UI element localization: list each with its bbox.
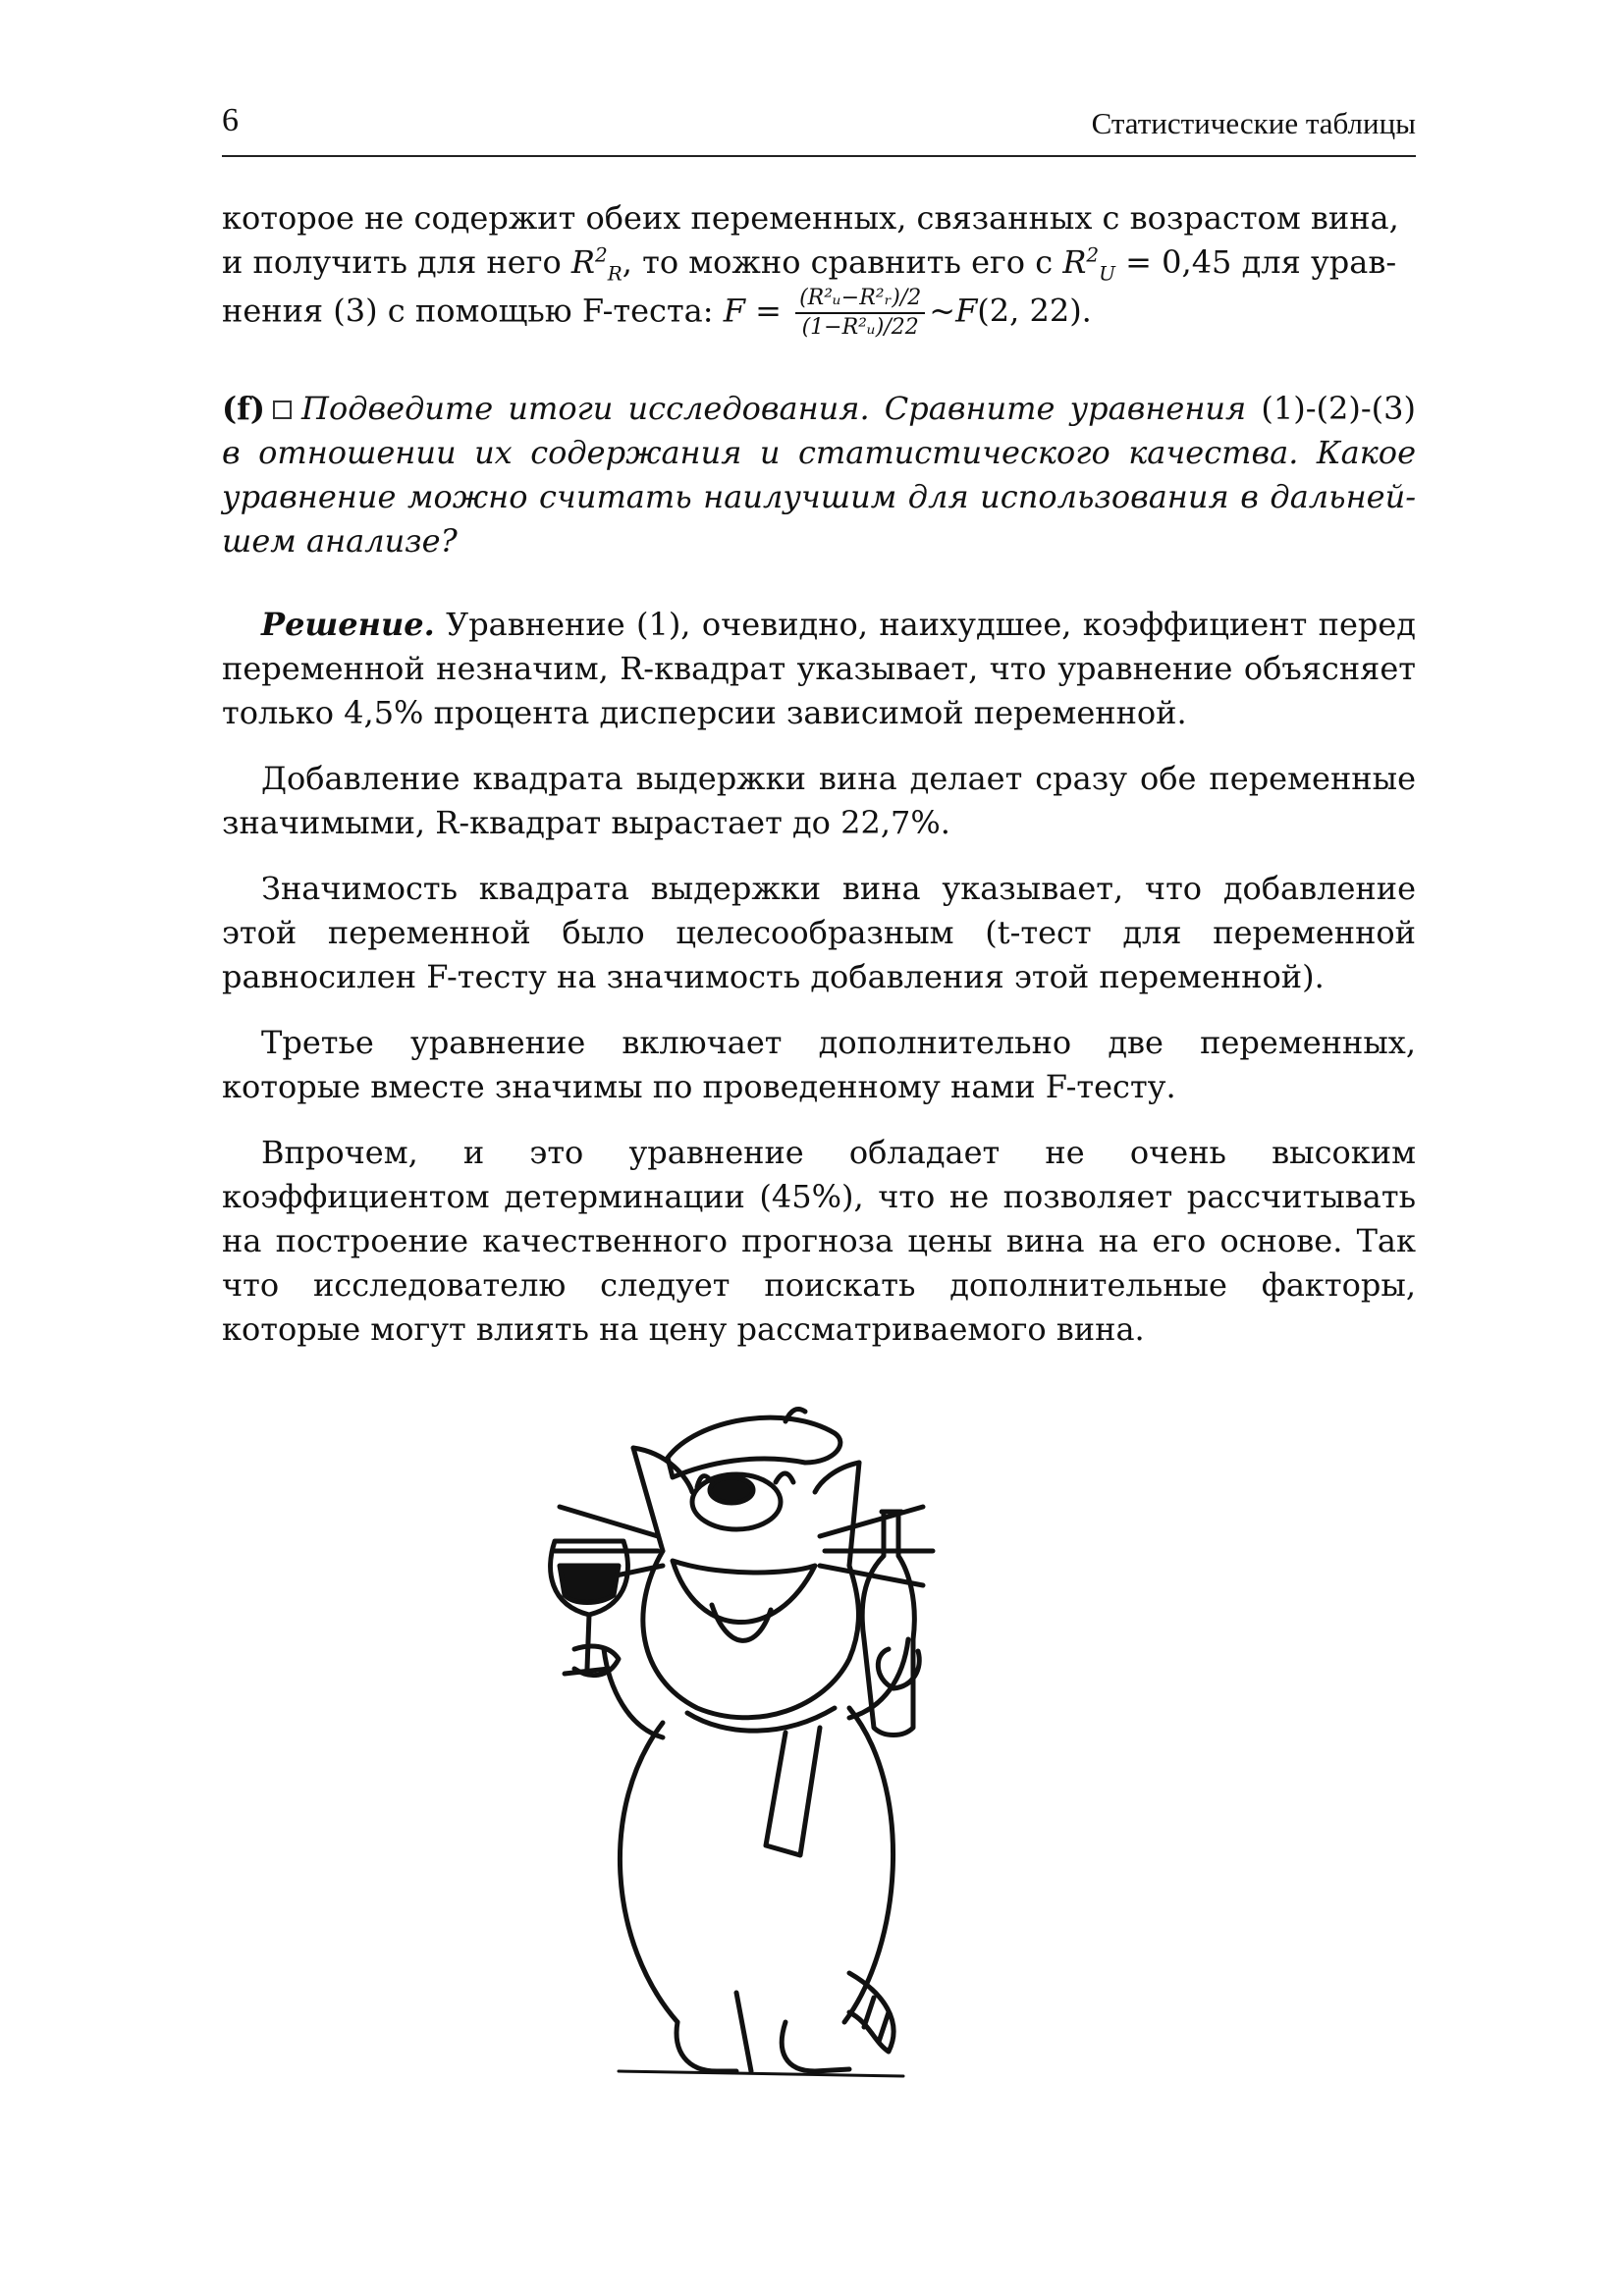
- cat-with-wine-illustration: [461, 1394, 1168, 2101]
- page-body: [222, 196, 1416, 1352]
- fraction-numerator: (R²ᵤ−R²ᵣ)/2: [795, 285, 925, 314]
- task-label: (f): [222, 390, 266, 427]
- formula-r2-u: $R^2_U$: [1062, 242, 1115, 286]
- running-title: Статистические таблицы: [1091, 106, 1416, 140]
- solution-label: Решение.: [261, 606, 435, 643]
- solution-paragraph-4: Третье уравнение включает дополнительно две переменных, которые вместе значимы по проведенному нами F-тесту.: [222, 1024, 1416, 1105]
- solution-paragraph-1: Решение. Уравнение (1), очевидно, наихудшее, коэффициент перед переменной незначим, R-квадрат указывает, что уравнение объясняет только 4,5% процента дисперсии зависимой переменной.: [222, 606, 1416, 731]
- intro-paragraph: которое не содержит обеих переменных, связанных с возрастом вина, и получить для него $R^2_R$, то можно сравнить его с $R^2_U = 0,45$ для урав- нения (3) с помощью F-теста: F = $\frac{\text{(R²ᵤ−R²ᵣ)/2}}{\text{(1−R²ᵤ)/22}}$ ~F(2, 22).: [222, 199, 1399, 340]
- fraction-denominator: (1−R²ᵤ)/22: [801, 315, 919, 340]
- checkbox-icon: [273, 400, 292, 419]
- page-header: [222, 96, 1416, 157]
- page-number: 6: [222, 102, 239, 138]
- task-f: (f) Подведите итоги исследования. Сравните уравнения (1)-(2)-(3) в отношении их содержания и статистического качества. Какое уравнение можно считать наилучшим для использования в дальней-шем анализе?: [222, 390, 1416, 560]
- intro-line-1: которое не содержит обеих переменных, связанных с возрастом вина,: [222, 199, 1399, 237]
- solution-paragraph-3: Значимость квадрата выдержки вина указывает, что добавление этой переменной было целесообразным (t-тест для переменной равносилен F-тесту на значимость добавления этой переменной).: [222, 870, 1416, 995]
- formula-r2-r: $R^2_R$: [570, 242, 623, 286]
- solution-paragraph-5: Впрочем, и это уравнение обладает не очень высоким коэффициентом детерминации (45%), что не позволяет рассчитывать на построение качественного прогноза цены вина на его основе. Так что исследователю следует поискать дополнительные факторы, которые могут влиять на цену рассматриваемого вина.: [222, 1134, 1416, 1348]
- solution-paragraph-2: Добавление квадрата выдержки вина делает сразу обе переменные значимыми, R-квадрат вырастает до 22,7%.: [222, 760, 1416, 841]
- f-test-fraction: [795, 285, 925, 342]
